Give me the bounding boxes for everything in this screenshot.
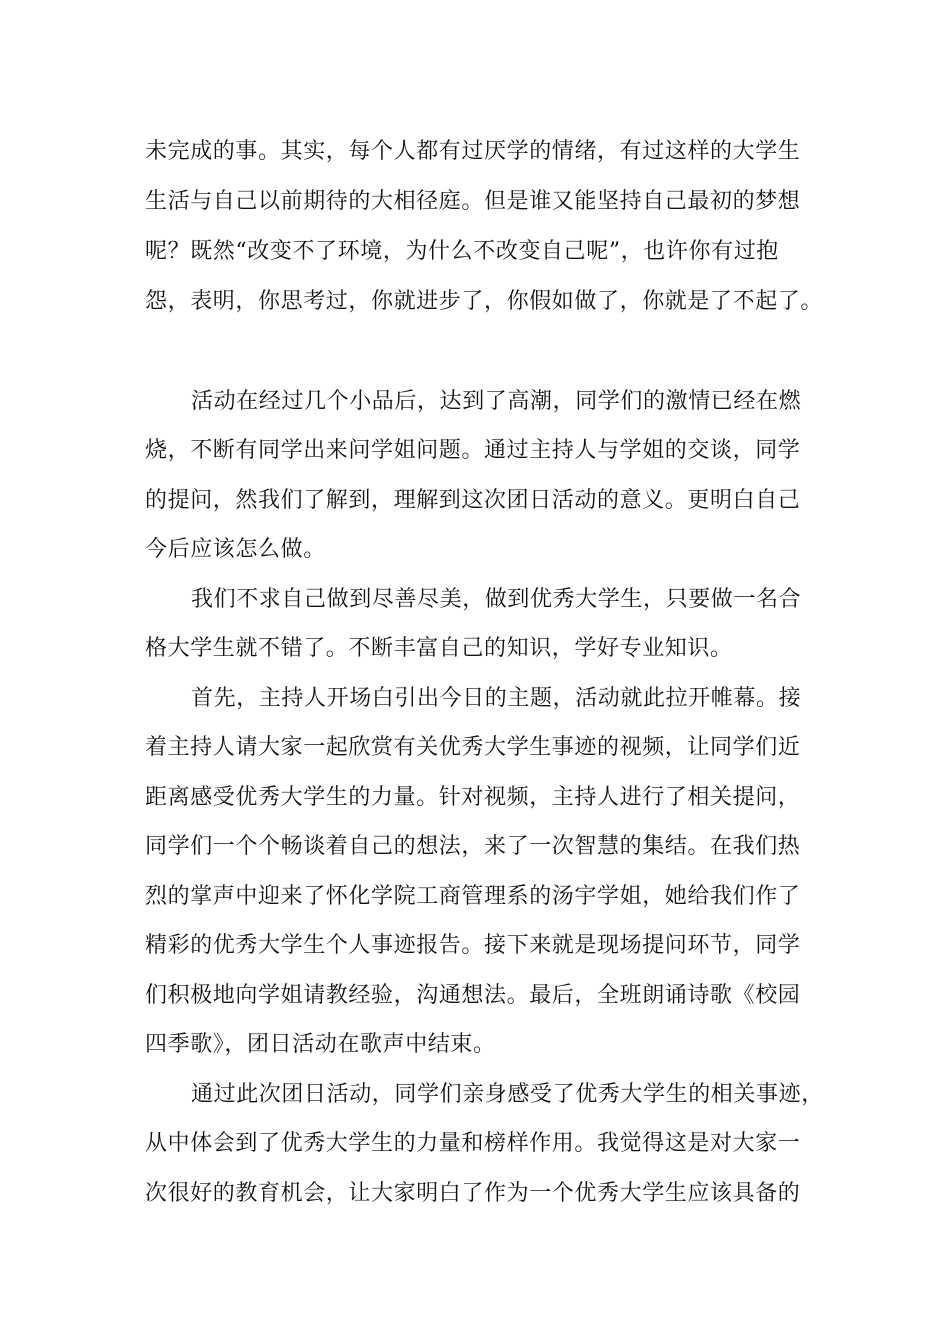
paragraph-2-line-3: 的提问，然我们了解到，理解到这次团日活动的意义。更明白自己 <box>145 488 801 513</box>
paragraph-4-line-4: 同学们一个个畅谈着自己的想法，来了一次智慧的集结。在我们热 <box>145 834 801 859</box>
paragraph-4-line-8: 四季歌》，团日活动在歌声中结束。 <box>145 1032 496 1057</box>
paragraph-4-line-7: 们积极地向学姐请教经验，沟通想法。最后，全班朗诵诗歌《校园 <box>145 983 801 1008</box>
paragraph-4-line-1: 首先，主持人开场白引出今日的主题，活动就此拉开帷幕。接 <box>191 686 802 711</box>
paragraph-2-line-4: 今后应该怎么做。 <box>145 537 326 562</box>
paragraph-1-line-2: 生活与自己以前期待的大相径庭。但是谁又能坚持自己最初的梦想 <box>145 189 801 214</box>
paragraph-4-line-3: 距离感受优秀大学生的力量。针对视频，主持人进行了相关提问， <box>145 785 801 810</box>
paragraph-1-line-4: 怨，表明，你思考过，你就进步了，你假如做了，你就是了不起了。 <box>145 289 824 314</box>
paragraph-3-line-1: 我们不求自己做到尽善尽美，做到优秀大学生，只要做一名合 <box>191 587 802 612</box>
paragraph-2-line-2: 烧，不断有同学出来问学姐问题。通过主持人与学姐的交谈，同学 <box>145 438 801 463</box>
paragraph-1-line-1: 未完成的事。其实，每个人都有过厌学的情绪，有过这样的大学生 <box>145 139 801 164</box>
paragraph-4-line-2: 着主持人请大家一起欣赏有关优秀大学生事迹的视频，让同学们近 <box>145 735 801 760</box>
paragraph-5-line-3: 次很好的教育机会，让大家明白了作为一个优秀大学生应该具备的 <box>145 1181 801 1206</box>
paragraph-5-line-2: 从中体会到了优秀大学生的力量和榜样作用。我觉得这是对大家一 <box>145 1131 801 1156</box>
paragraph-4-line-5: 烈的掌声中迎来了怀化学院工商管理系的汤宇学姐，她给我们作了 <box>145 884 801 909</box>
paragraph-3-line-2: 格大学生就不错了。不断丰富自己的知识，学好专业知识。 <box>145 636 733 661</box>
paragraph-1-line-3: 呢？既然“改变不了环境，为什么不改变自己呢”，也许你有过抱 <box>145 239 779 264</box>
paragraph-5-line-1: 通过此次团日活动，同学们亲身感受了优秀大学生的相关事迹， <box>191 1082 824 1107</box>
paragraph-2-line-1: 活动在经过几个小品后，达到了高潮，同学们的激情已经在燃 <box>191 389 802 414</box>
paragraph-4-line-6: 精彩的优秀大学生个人事迹报告。接下来就是现场提问环节，同学 <box>145 933 801 958</box>
